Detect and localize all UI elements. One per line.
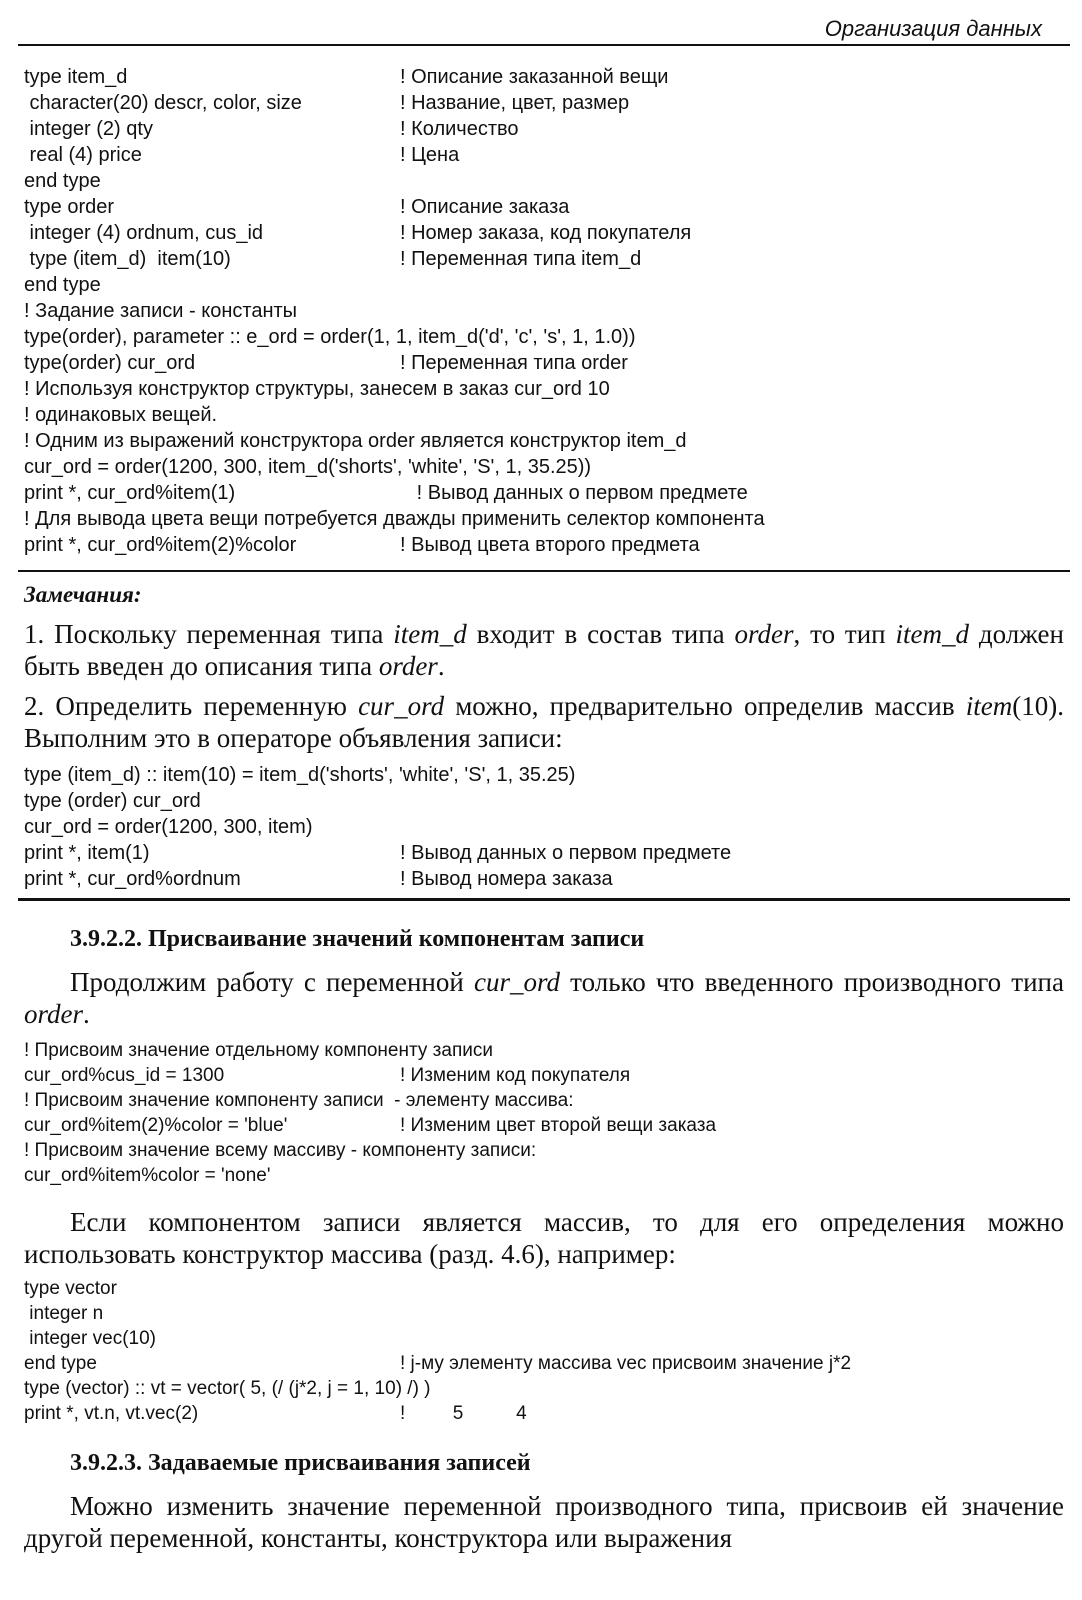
code-comment: ! Вывод номера заказа bbox=[400, 868, 613, 890]
header-rule bbox=[18, 44, 1070, 46]
code-statement: end type bbox=[24, 1353, 97, 1374]
code-line bbox=[24, 168, 1064, 194]
section-3922-paragraph-1: Продолжим работу с переменной cur_ord только что введенного производного типа order. bbox=[24, 967, 1064, 1029]
code-line bbox=[24, 116, 1064, 142]
code-line bbox=[24, 376, 1064, 402]
code-line bbox=[24, 506, 1064, 532]
code-rule-top bbox=[18, 570, 1070, 572]
code-line bbox=[24, 1401, 1064, 1426]
code-statement: cur_ord%cus_id = 1300 bbox=[24, 1065, 225, 1086]
code-statement: type order bbox=[24, 196, 115, 218]
code-line bbox=[24, 246, 1064, 272]
code-statement: ! Присвоим значение компоненту записи - элементу массива: bbox=[24, 1090, 574, 1111]
code-statement: type (vector) :: vt = vector( 5, (/ (j*2, j = 1, 10) /) ) bbox=[24, 1378, 431, 1399]
code-statement: print *, cur_ord%ordnum bbox=[24, 868, 241, 890]
code-comment: ! Вывод цвета второго предмета bbox=[400, 534, 700, 556]
section-3922-paragraph-2: Если компонентом записи является массив, то для его определения можно использовать конструктор массива (разд. 4.6), например: bbox=[24, 1207, 1064, 1269]
code-line bbox=[24, 298, 1064, 324]
code-line bbox=[24, 1326, 1064, 1351]
code-comment: ! Вывод данных о первом предмете bbox=[400, 482, 748, 504]
code-statement: cur_ord%item(2)%color = 'blue' bbox=[24, 1115, 288, 1136]
code-statement: type (item_d) :: item(10) = item_d('shorts', 'white', 'S', 1, 35.25) bbox=[24, 764, 576, 786]
code-line bbox=[24, 142, 1064, 168]
code-line bbox=[24, 866, 1064, 892]
code-comment: ! Изменим код покупателя bbox=[400, 1065, 631, 1086]
code-comment: ! Вывод данных о первом предмете bbox=[400, 842, 732, 864]
code-statement: ! Для вывода цвета вещи потребуется дважды применить селектор компонента bbox=[24, 508, 765, 530]
code-statement: cur_ord%item%color = 'none' bbox=[24, 1165, 271, 1186]
code-line bbox=[24, 220, 1064, 246]
code-line bbox=[24, 1301, 1064, 1326]
code-comment: ! 5 4 bbox=[400, 1403, 527, 1424]
code-line bbox=[24, 1088, 1064, 1113]
code-line bbox=[24, 64, 1064, 90]
code-line bbox=[24, 1038, 1064, 1063]
code-comment: ! Номер заказа, код покупателя bbox=[400, 222, 692, 244]
remark-2: 2. Определить переменную cur_ord можно, предварительно определив массив item(10). Выполним это в операторе объявления записи: bbox=[24, 691, 1064, 753]
code-line bbox=[24, 762, 1064, 788]
code-statement: ! Используя конструктор структуры, занесем в заказ cur_ord 10 bbox=[24, 378, 610, 400]
code-statement: ! Одним из выражений конструктора order является конструктор item_d bbox=[24, 430, 687, 452]
code-line bbox=[24, 1276, 1064, 1301]
code-comment: ! Переменная типа order bbox=[400, 352, 628, 374]
code-statement: print *, cur_ord%item(1) bbox=[24, 482, 236, 504]
code-statement: character(20) descr, color, size bbox=[24, 92, 302, 114]
code-comment: ! Название, цвет, размер bbox=[400, 92, 630, 114]
code-listing-4 bbox=[24, 1276, 1064, 1426]
code-statement: integer n bbox=[24, 1303, 104, 1324]
code-line bbox=[24, 480, 1064, 506]
code-statement: end type bbox=[24, 274, 101, 296]
code-comment: ! Цена bbox=[400, 144, 460, 166]
section-3923-paragraph-1: Можно изменить значение переменной производного типа, присвоив ей значение другой переменной, константы, конструктора или выражения bbox=[24, 1491, 1064, 1553]
code-statement: print *, cur_ord%item(2)%color bbox=[24, 534, 297, 556]
code-statement: type (order) cur_ord bbox=[24, 790, 201, 812]
remarks-heading: Замечания: bbox=[24, 582, 142, 607]
code-line bbox=[24, 1138, 1064, 1163]
code-line bbox=[24, 194, 1064, 220]
code-statement: type(order), parameter :: e_ord = order(1, 1, item_d('d', 'c', 's', 1, 1.0)) bbox=[24, 326, 636, 348]
running-header: Организация данных bbox=[824, 16, 1042, 41]
code-line bbox=[24, 350, 1064, 376]
code-comment: ! Описание заказанной вещи bbox=[400, 66, 669, 88]
code-line bbox=[24, 454, 1064, 480]
code-comment: ! Описание заказа bbox=[400, 196, 570, 218]
remark-1: 1. Поскольку переменная типа item_d входит в состав типа order, то тип item_d должен быть введен до описания типа order. bbox=[24, 619, 1064, 681]
section-heading-3922: 3.9.2.2. Присваивание значений компонентам записи bbox=[70, 926, 645, 952]
code-statement: type(order) cur_ord bbox=[24, 352, 196, 374]
code-line bbox=[24, 1163, 1064, 1188]
code-listing-1 bbox=[24, 64, 1064, 558]
code-line bbox=[24, 402, 1064, 428]
code-statement: ! Присвоим значение всему массиву - компоненту записи: bbox=[24, 1140, 537, 1161]
section-heading-3923: 3.9.2.3. Задаваемые присваивания записей bbox=[70, 1450, 531, 1476]
code-line bbox=[24, 814, 1064, 840]
code-line bbox=[24, 840, 1064, 866]
code-line bbox=[24, 532, 1064, 558]
code-comment: ! Изменим цвет второй вещи заказа bbox=[400, 1115, 717, 1136]
code-line bbox=[24, 272, 1064, 298]
code-listing-3 bbox=[24, 1038, 1064, 1188]
code-statement: integer (2) qty bbox=[24, 118, 153, 140]
code-line bbox=[24, 1063, 1064, 1088]
code-statement: cur_ord = order(1200, 300, item) bbox=[24, 816, 313, 838]
code-line bbox=[24, 1113, 1064, 1138]
code-line bbox=[24, 428, 1064, 454]
code-statement: real (4) price bbox=[24, 144, 142, 166]
code-statement: type vector bbox=[24, 1278, 117, 1299]
code-comment: ! Переменная типа item_d bbox=[400, 248, 642, 270]
code-statement: print *, vt.n, vt.vec(2) bbox=[24, 1403, 199, 1424]
code-statement: integer (4) ordnum, cus_id bbox=[24, 222, 264, 244]
code-statement: integer vec(10) bbox=[24, 1328, 157, 1349]
code-listing-2 bbox=[24, 762, 1064, 892]
code-comment: ! j-му элементу массива vec присвоим значение j*2 bbox=[400, 1353, 852, 1374]
code-rule-bottom bbox=[18, 898, 1070, 901]
code-line bbox=[24, 788, 1064, 814]
code-line bbox=[24, 1351, 1064, 1376]
code-statement: end type bbox=[24, 170, 101, 192]
code-statement: ! Присвоим значение отдельному компоненту записи bbox=[24, 1040, 493, 1061]
code-line bbox=[24, 90, 1064, 116]
code-statement: type item_d bbox=[24, 66, 128, 88]
code-line bbox=[24, 324, 1064, 350]
code-comment: ! Количество bbox=[400, 118, 519, 140]
code-statement: print *, item(1) bbox=[24, 842, 150, 864]
code-statement: ! Задание записи - константы bbox=[24, 300, 298, 322]
code-statement: ! одинаковых вещей. bbox=[24, 404, 218, 426]
code-statement: cur_ord = order(1200, 300, item_d('shorts', 'white', 'S', 1, 35.25)) bbox=[24, 456, 592, 478]
code-line bbox=[24, 1376, 1064, 1401]
code-statement: type (item_d) item(10) bbox=[24, 248, 231, 270]
